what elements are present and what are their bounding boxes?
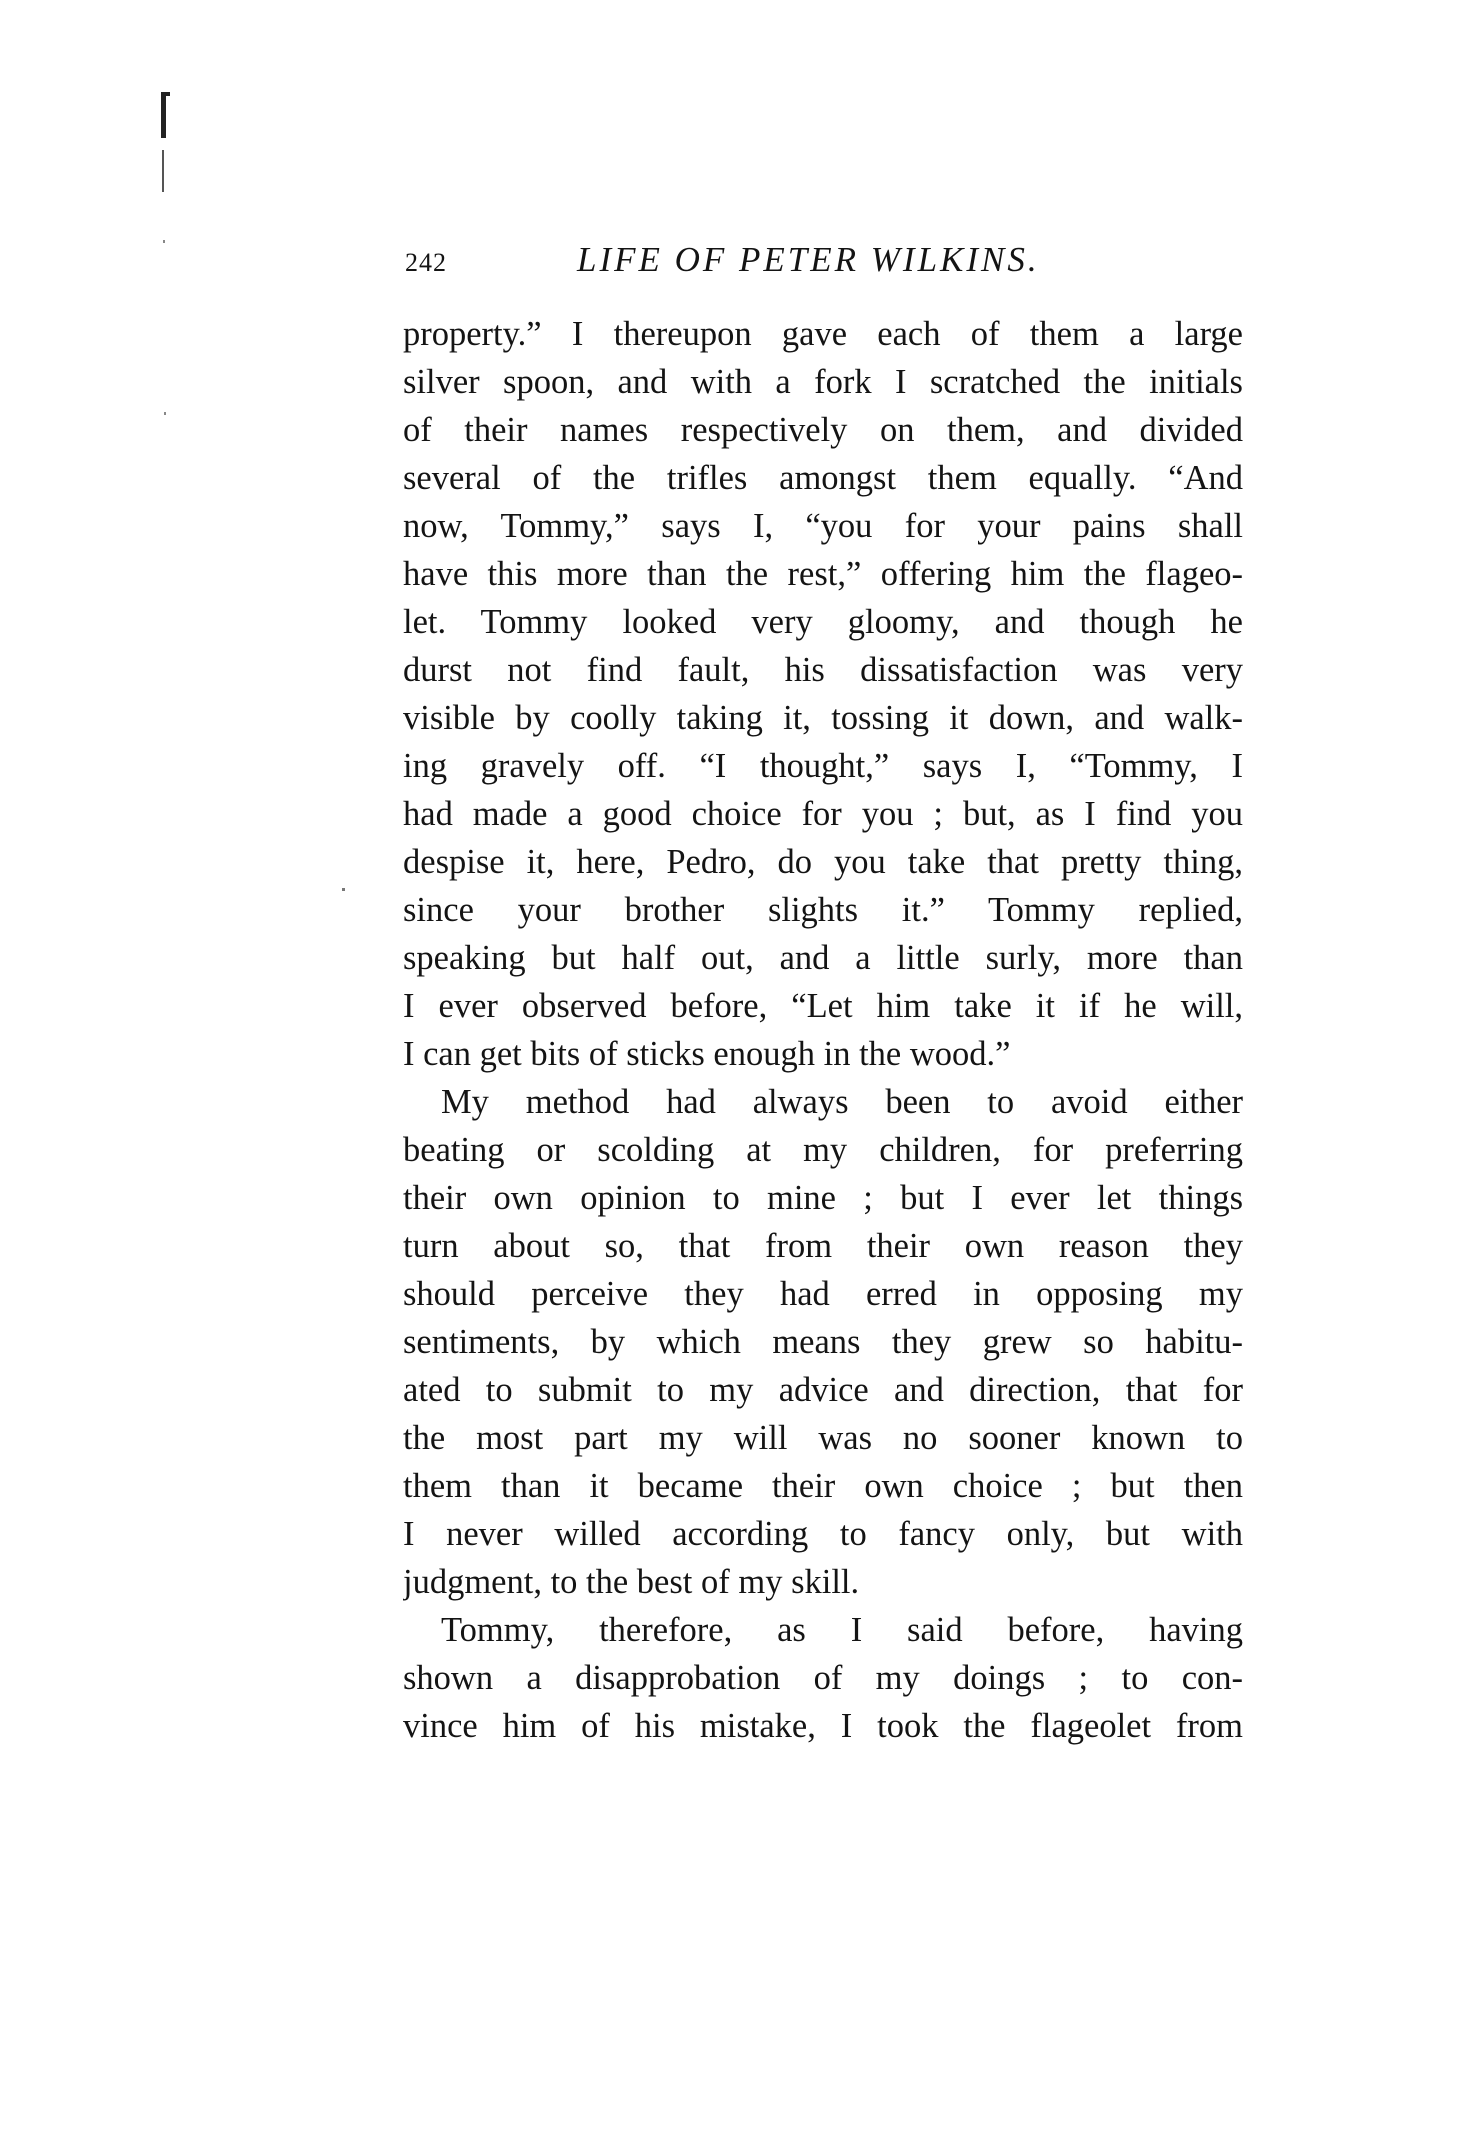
- text-line: ated to submit to my advice and direction, that for: [403, 1371, 1243, 1409]
- text-line: I never willed according to fancy only, but with: [403, 1515, 1243, 1553]
- text-line: Tommy, therefore, as I said before, having: [441, 1611, 1243, 1649]
- text-line: since your brother slights it.” Tommy replied,: [403, 891, 1243, 929]
- text-line: of their names respectively on them, and divided: [403, 411, 1243, 449]
- text-line: ing gravely off. “I thought,” says I, “Tommy, I: [403, 747, 1243, 785]
- text-line: have this more than the rest,” offering him the flageo-: [403, 555, 1243, 593]
- text-line: shown a disapprobation of my doings ; to con-: [403, 1659, 1243, 1697]
- text-line: now, Tommy,” says I, “you for your pains shall: [403, 507, 1243, 545]
- text-line: vince him of his mistake, I took the flageolet from: [403, 1707, 1243, 1745]
- paragraph-3: [403, 1606, 1243, 1750]
- text-line: them than it became their own choice ; but then: [403, 1467, 1243, 1505]
- paragraph-1: [403, 310, 1243, 1078]
- running-title: LIFE OF PETER WILKINS.: [577, 240, 1040, 279]
- text-line: their own opinion to mine ; but I ever let things: [403, 1179, 1243, 1217]
- text-line: visible by coolly taking it, tossing it down, and walk-: [403, 699, 1243, 737]
- text-line: turn about so, that from their own reason they: [403, 1227, 1243, 1265]
- text-line: several of the trifles amongst them equally. “And: [403, 459, 1243, 497]
- text-line: beating or scolding at my children, for preferring: [403, 1131, 1243, 1169]
- text-line: let. Tommy looked very gloomy, and though he: [403, 603, 1243, 641]
- text-line: I ever observed before, “Let him take it if he will,: [403, 987, 1243, 1025]
- text-line: silver spoon, and with a fork I scratched the initials: [403, 363, 1243, 401]
- scan-speck: [164, 412, 166, 415]
- text-line: despise it, here, Pedro, do you take that pretty thing,: [403, 843, 1243, 881]
- scan-mark: [161, 92, 166, 138]
- page-number: 242: [405, 248, 447, 277]
- text-line: speaking but half out, and a little surly, more than: [403, 939, 1243, 977]
- text-line: judgment, to the best of my skill.: [403, 1563, 860, 1601]
- text-line: My method had always been to avoid either: [441, 1083, 1243, 1121]
- running-head: [405, 240, 1245, 290]
- paragraph-2: [403, 1078, 1243, 1606]
- scan-mark: [162, 150, 164, 192]
- text-line: the most part my will was no sooner known to: [403, 1419, 1243, 1457]
- body-text: [403, 310, 1243, 1750]
- text-line: I can get bits of sticks enough in the wood.”: [403, 1035, 1011, 1073]
- scan-speck: [342, 888, 345, 891]
- scan-speck: [163, 240, 165, 243]
- text-line: should perceive they had erred in opposing my: [403, 1275, 1243, 1313]
- text-line: had made a good choice for you ; but, as I find you: [403, 795, 1243, 833]
- text-line: durst not find fault, his dissatisfaction was very: [403, 651, 1243, 689]
- text-line: sentiments, by which means they grew so habitu-: [403, 1323, 1243, 1361]
- text-line: property.” I thereupon gave each of them a large: [403, 315, 1243, 353]
